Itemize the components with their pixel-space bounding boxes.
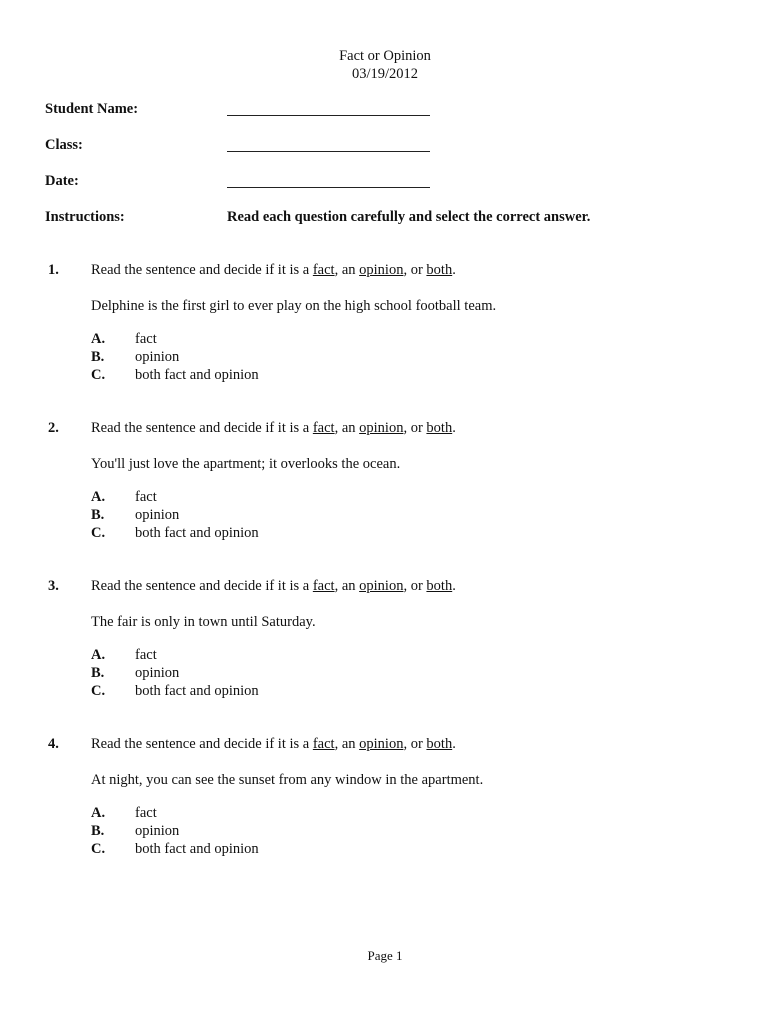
- option-letter: A.: [91, 805, 106, 821]
- instructions-text: Read each question carefully and select the correct answer.: [227, 209, 591, 225]
- page-number: Page 1: [367, 948, 403, 963]
- option-letter: B.: [91, 665, 105, 681]
- worksheet-header: [0, 47, 770, 83]
- class-label: Class:: [45, 137, 83, 153]
- option-text: opinion: [135, 349, 180, 365]
- date-label: Date:: [45, 173, 79, 189]
- option-letter: A.: [91, 331, 106, 347]
- option-text: fact: [135, 805, 157, 821]
- student-name-line: [227, 115, 430, 116]
- option-text: both fact and opinion: [135, 841, 259, 857]
- question-sentence: At night, you can see the sunset from any window in the apartment.: [91, 772, 484, 788]
- question-sentence: The fair is only in town until Saturday.: [91, 614, 316, 630]
- option-text: fact: [135, 331, 157, 347]
- option-text: opinion: [135, 665, 180, 681]
- option-text: fact: [135, 647, 157, 663]
- option-letter: C.: [91, 367, 106, 383]
- question-number: 1.: [48, 262, 59, 278]
- class-line: [227, 151, 430, 152]
- option-text: fact: [135, 489, 157, 505]
- option-letter: B.: [91, 507, 105, 523]
- question-prompt: Read the sentence and decide if it is a fact, an opinion, or both.: [91, 262, 456, 278]
- instructions-label: Instructions:: [45, 209, 125, 225]
- question-sentence: Delphine is the first girl to ever play on the high school football team.: [91, 298, 497, 314]
- option-letter: C.: [91, 841, 106, 857]
- question-number: 3.: [48, 578, 59, 594]
- question-number: 4.: [48, 736, 59, 752]
- question-prompt: Read the sentence and decide if it is a fact, an opinion, or both.: [91, 736, 456, 752]
- option-letter: B.: [91, 349, 105, 365]
- student-name-label: Student Name:: [45, 101, 139, 117]
- question-number: 2.: [48, 420, 59, 436]
- option-letter: A.: [91, 489, 106, 505]
- option-letter: C.: [91, 525, 106, 541]
- question-prompt: Read the sentence and decide if it is a fact, an opinion, or both.: [91, 578, 456, 594]
- worksheet-date: 03/19/2012: [351, 66, 419, 82]
- worksheet-title: Fact or Opinion: [339, 48, 431, 64]
- question-prompt: Read the sentence and decide if it is a fact, an opinion, or both.: [91, 420, 456, 436]
- option-letter: A.: [91, 647, 106, 663]
- question-sentence: You'll just love the apartment; it overlooks the ocean.: [91, 456, 401, 472]
- option-text: opinion: [135, 507, 180, 523]
- date-line: [227, 187, 430, 188]
- option-text: opinion: [135, 823, 180, 839]
- option-text: both fact and opinion: [135, 525, 259, 541]
- option-text: both fact and opinion: [135, 683, 259, 699]
- option-letter: C.: [91, 683, 106, 699]
- option-letter: B.: [91, 823, 105, 839]
- option-text: both fact and opinion: [135, 367, 259, 383]
